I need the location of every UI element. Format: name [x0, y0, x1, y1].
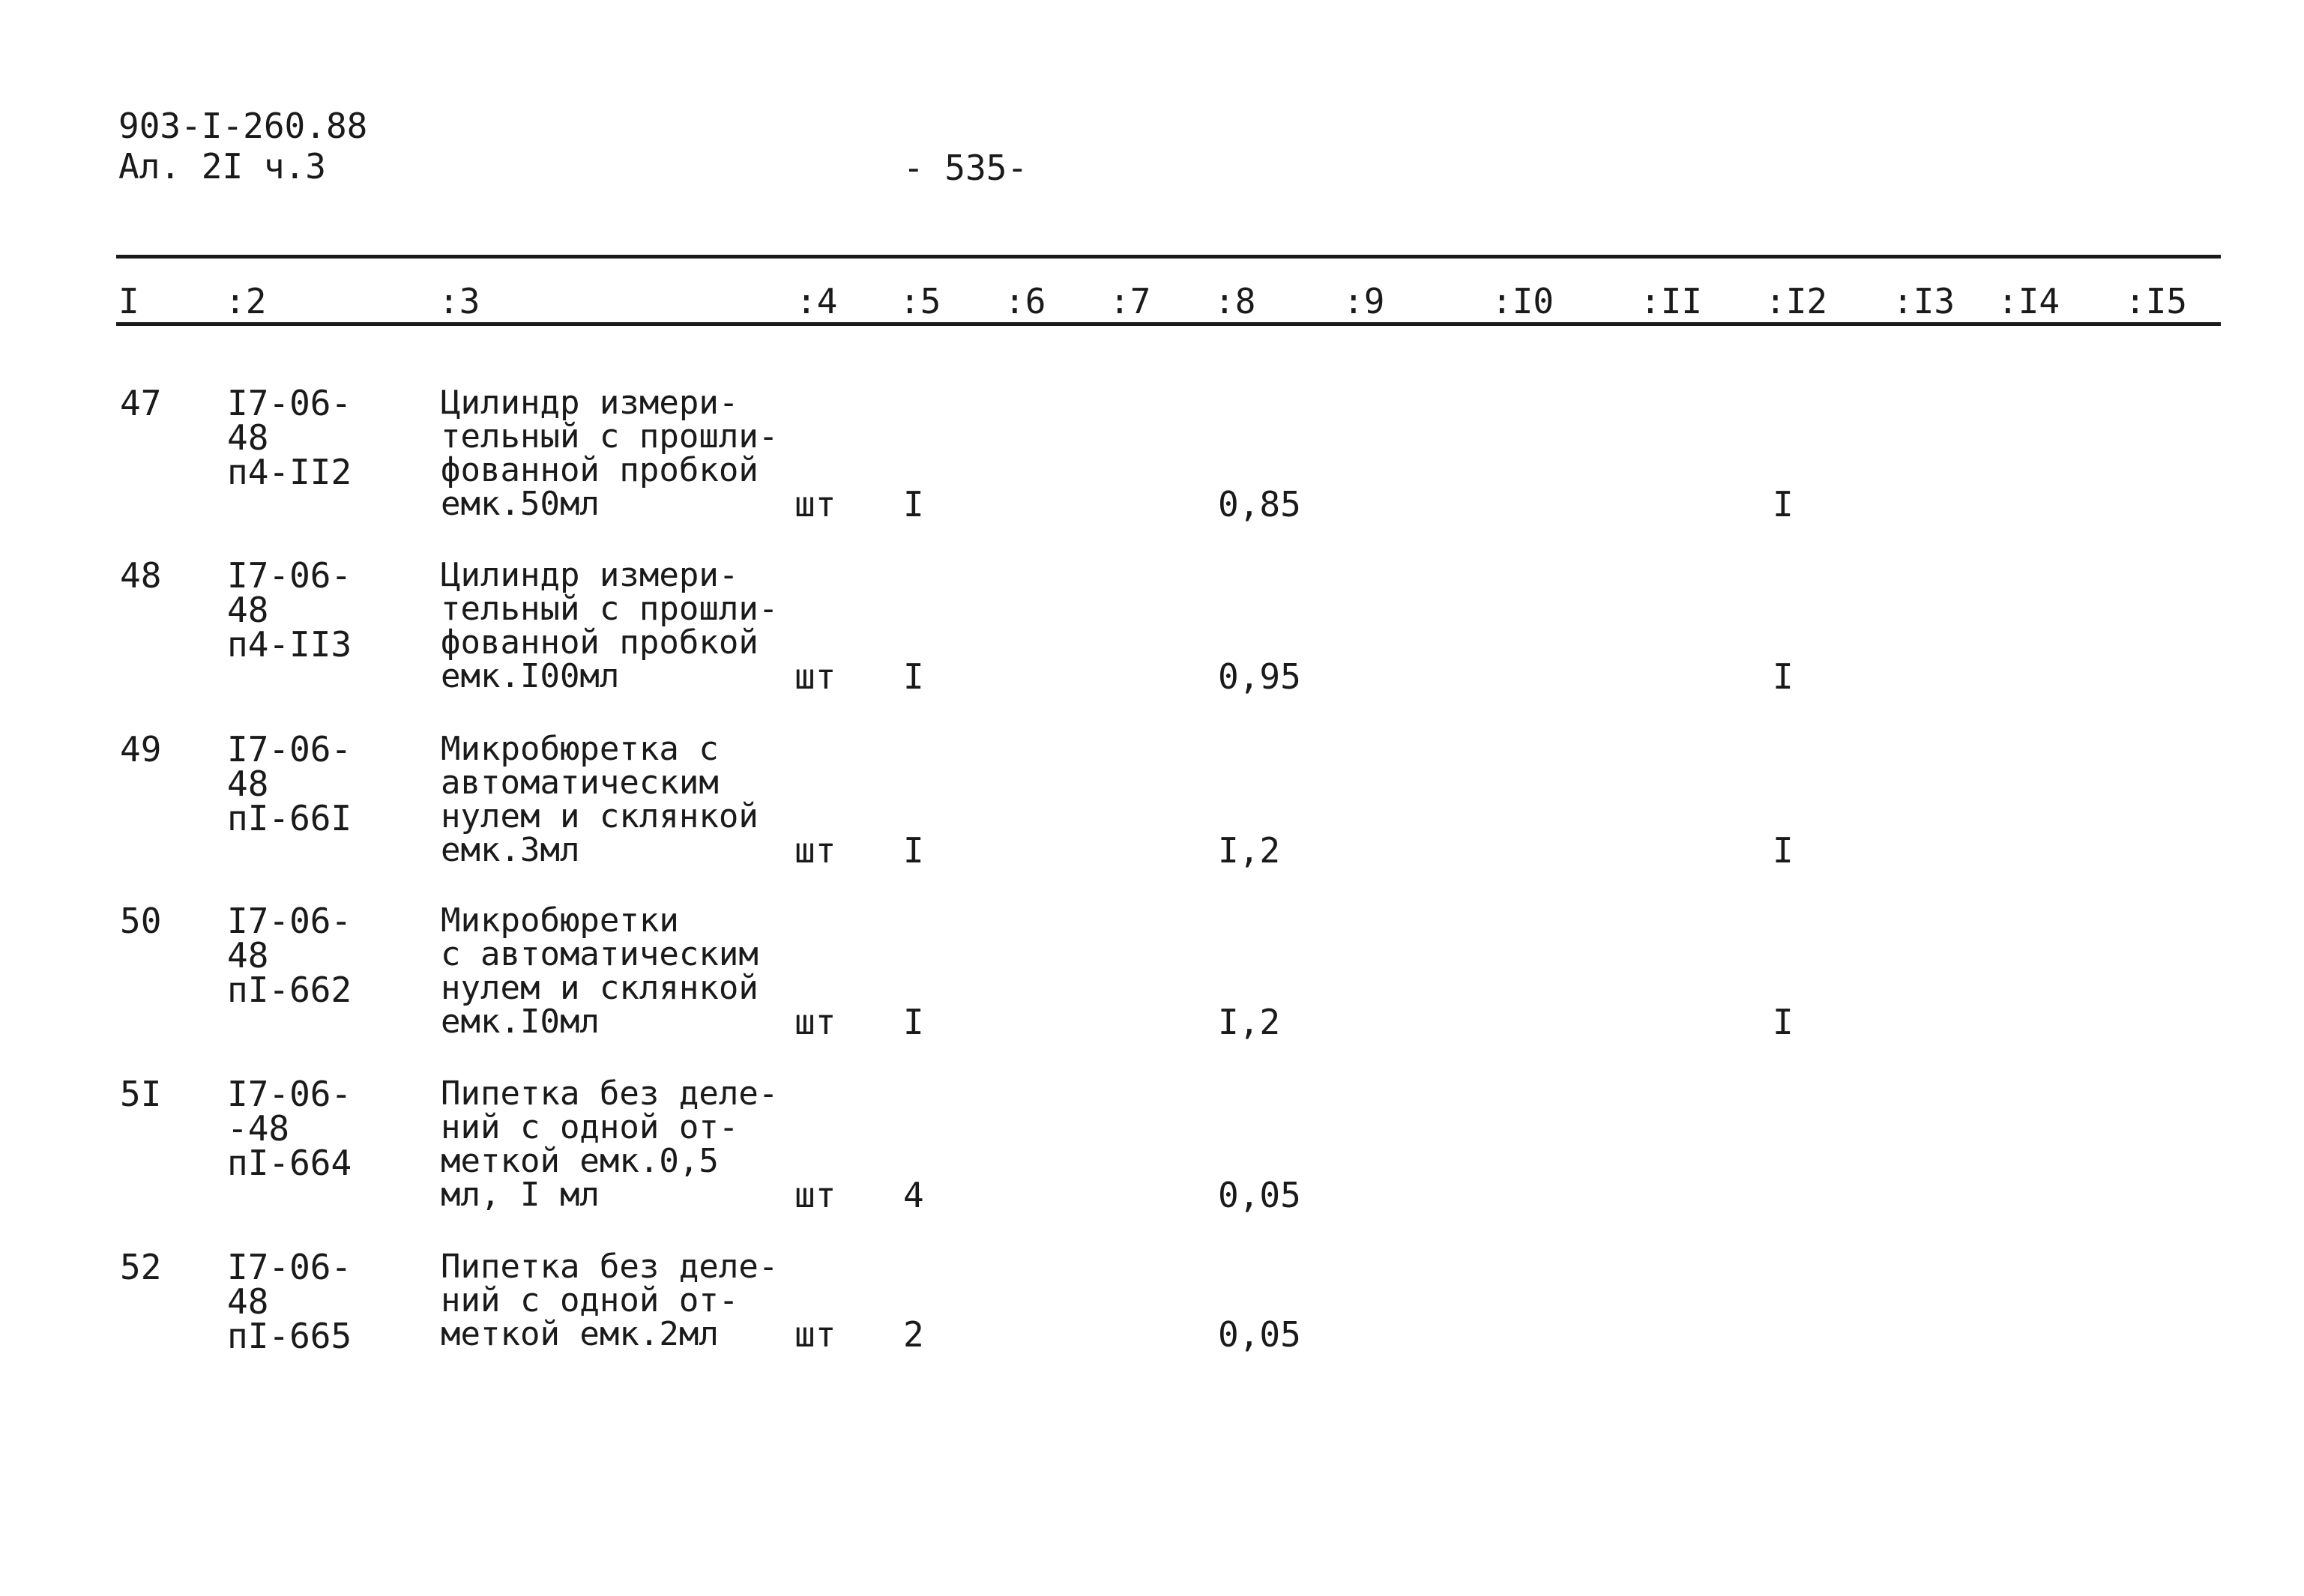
column-12-cell: I: [1773, 484, 1794, 525]
catalog-code: I7-06- 48 пI-665: [227, 1247, 352, 1356]
row-number: 52: [120, 1247, 162, 1287]
unit-cell: шт: [794, 830, 836, 871]
page-number: - 535-: [903, 148, 1028, 188]
column-header-6: :6: [1004, 281, 1046, 321]
item-description: Цилиндр измери- тельный с прошли- фованной пробкой емк.50мл: [441, 384, 779, 523]
column-header-11: :II: [1640, 281, 1703, 321]
column-12-cell: I: [1773, 830, 1794, 871]
table-header-rule: [116, 322, 2221, 326]
catalog-code: I7-06- 48 п4-II2: [227, 383, 352, 492]
weight-cell: 0,05: [1218, 1314, 1301, 1355]
unit-cell: шт: [794, 484, 836, 525]
column-header-3: :3: [438, 281, 480, 321]
column-header-12: :I2: [1765, 281, 1828, 321]
column-header-13: :I3: [1893, 281, 1955, 321]
quantity-cell: I: [903, 484, 924, 525]
item-description: Пипетка без деле- ний с одной от- меткой емк.0,5 мл, I мл: [441, 1074, 779, 1214]
item-description: Микробюретки с автоматическим нулем и склянкой емк.I0мл: [441, 901, 759, 1041]
quantity-cell: 4: [903, 1175, 924, 1215]
row-number: 50: [120, 901, 162, 941]
item-description: Пипетка без деле- ний с одной от- меткой емк.2мл: [441, 1248, 779, 1353]
column-header-5: :5: [899, 281, 941, 321]
quantity-cell: I: [903, 656, 924, 697]
catalog-code: I7-06- -48 пI-664: [227, 1074, 352, 1183]
row-number: 47: [120, 383, 162, 423]
quantity-cell: I: [903, 830, 924, 871]
column-header-1: I: [118, 281, 139, 321]
column-header-14: :I4: [1997, 281, 2060, 321]
unit-cell: шт: [794, 1002, 836, 1042]
table-top-rule: [116, 255, 2221, 259]
row-number: 5I: [120, 1074, 162, 1114]
unit-cell: шт: [794, 1314, 836, 1355]
column-header-7: :7: [1109, 281, 1151, 321]
quantity-cell: 2: [903, 1314, 924, 1355]
sheet-reference: Ал. 2I ч.3: [118, 146, 326, 187]
column-header-2: :2: [225, 281, 267, 321]
weight-cell: 0,05: [1218, 1175, 1301, 1215]
item-description: Микробюретка с автоматическим нулем и склянкой емк.3мл: [441, 730, 759, 869]
weight-cell: 0,85: [1218, 484, 1301, 525]
document-code: 903-I-260.88: [118, 106, 368, 146]
column-header-9: :9: [1343, 281, 1385, 321]
unit-cell: шт: [794, 656, 836, 697]
catalog-code: I7-06- 48 пI-66I: [227, 729, 352, 838]
column-12-cell: I: [1773, 656, 1794, 697]
row-number: 49: [120, 729, 162, 770]
column-header-8: :8: [1214, 281, 1256, 321]
item-description: Цилиндр измери- тельный с прошли- фованной пробкой емк.I00мл: [441, 556, 779, 695]
catalog-code: I7-06- 48 п4-II3: [227, 555, 352, 665]
column-12-cell: I: [1773, 1002, 1794, 1042]
weight-cell: 0,95: [1218, 656, 1301, 697]
column-header-4: :4: [796, 281, 838, 321]
weight-cell: I,2: [1218, 830, 1281, 871]
unit-cell: шт: [794, 1175, 836, 1215]
column-header-10: :I0: [1492, 281, 1554, 321]
row-number: 48: [120, 555, 162, 596]
quantity-cell: I: [903, 1002, 924, 1042]
catalog-code: I7-06- 48 пI-662: [227, 901, 352, 1010]
weight-cell: I,2: [1218, 1002, 1281, 1042]
column-header-15: :I5: [2125, 281, 2188, 321]
